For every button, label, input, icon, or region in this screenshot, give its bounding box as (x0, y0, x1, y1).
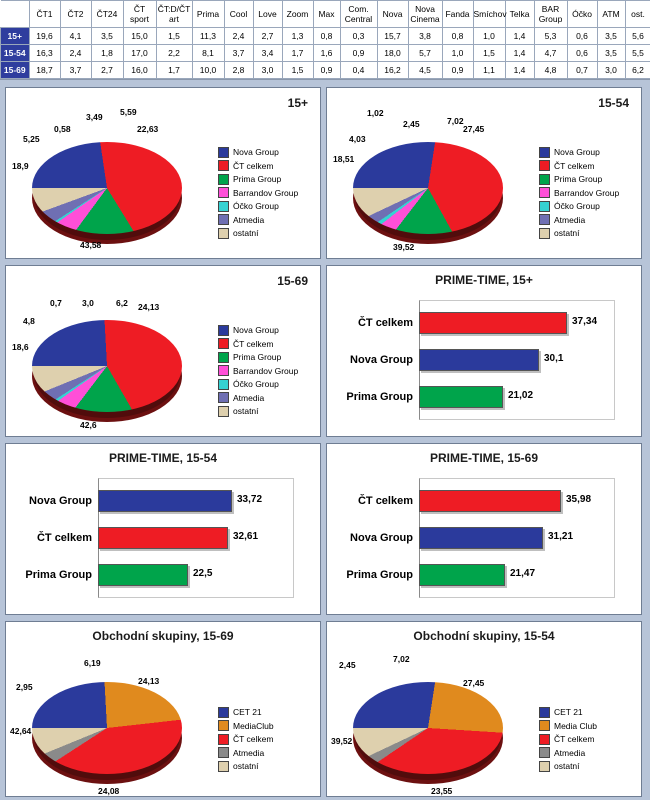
table-cell: 2,2 (156, 45, 192, 62)
table-cell: 3,8 (408, 28, 442, 45)
bar-row (6, 525, 322, 551)
bar-category-label: Prima Group (327, 569, 419, 581)
chart-title: PRIME-TIME, 15-69 (327, 451, 641, 465)
bar-nova-group (419, 527, 543, 549)
bar-row (327, 562, 643, 588)
bar-prima-group (419, 564, 505, 586)
table-cell: 3,5 (597, 28, 625, 45)
slice-label-atmedia: 3,0 (82, 298, 94, 308)
bar-plot-area (327, 470, 643, 615)
slice-label-ostatni: 7,02 (447, 116, 464, 126)
chart-title: 15+ (288, 96, 308, 110)
slice-label-barrandov: 4,03 (349, 134, 366, 144)
legend-item (218, 760, 274, 773)
chart-legend (539, 146, 619, 241)
legend-swatch-icon (218, 392, 229, 403)
table-cell: 1,1 (473, 62, 505, 79)
bar-value-label: 30,1 (544, 353, 563, 364)
table-cell: 4,7 (534, 45, 567, 62)
legend-label: ČT celkem (233, 733, 273, 746)
table-cell: 1,5 (473, 45, 505, 62)
legend-item (539, 747, 597, 760)
column-header: ČT1 (29, 1, 60, 28)
table-cell: 17,0 (123, 45, 156, 62)
slice-label-ocko: 1,02 (367, 108, 384, 118)
table-cell: 5,6 (625, 28, 650, 45)
legend-item (539, 227, 619, 240)
column-header: Cool (224, 1, 253, 28)
bar-ct-celkem (419, 312, 567, 334)
table-cell: 3,7 (60, 62, 91, 79)
table-cell: 16,3 (29, 45, 60, 62)
table-cell: 3,0 (597, 62, 625, 79)
legend-swatch-icon (218, 187, 229, 198)
bar-prima-group (419, 386, 503, 408)
legend-label: Barrandov Group (233, 365, 298, 378)
legend-item (218, 214, 298, 227)
table-cell: 3,5 (597, 45, 625, 62)
legend-swatch-icon (539, 214, 550, 225)
chart-panel-pie-obchodni-15-69 (5, 621, 321, 797)
column-header: Telka (505, 1, 534, 28)
table-cell: 3,7 (224, 45, 253, 62)
pie-plot-area (10, 106, 210, 256)
legend-swatch-icon (218, 201, 229, 212)
column-header: Max (313, 1, 340, 28)
table-cell: 10,0 (192, 62, 224, 79)
legend-swatch-icon (539, 174, 550, 185)
legend-item (539, 706, 597, 719)
table-cell: 6,2 (625, 62, 650, 79)
slice-label-mediaclub: 24,08 (98, 786, 119, 796)
table-cell: 16,0 (123, 62, 156, 79)
bar-value-label: 37,34 (572, 316, 597, 327)
legend-item (218, 173, 298, 186)
chart-panel-pie-15plus (5, 87, 321, 259)
pie-slices (32, 682, 182, 774)
table-cell: 2,4 (60, 45, 91, 62)
legend-swatch-icon (539, 228, 550, 239)
table-cell: 2,8 (224, 62, 253, 79)
legend-label: ostatní (233, 227, 259, 240)
chart-title: PRIME-TIME, 15+ (327, 273, 641, 287)
table-cell: 0,7 (567, 62, 597, 79)
bar-ct-celkem (98, 527, 228, 549)
table-cell: 0,9 (340, 45, 377, 62)
bar-nova-group (98, 490, 232, 512)
chart-legend (218, 324, 298, 419)
slice-label-atmedia: 2,95 (16, 682, 33, 692)
legend-item (218, 160, 298, 173)
slice-label-atmedia: 3,49 (86, 112, 103, 122)
column-header: Love (253, 1, 282, 28)
legend-label: Barrandov Group (554, 187, 619, 200)
table-cell: 1,0 (473, 28, 505, 45)
slice-label-ct: 42,64 (10, 726, 31, 736)
table-cell: 0,6 (567, 45, 597, 62)
legend-label: MediaClub (233, 720, 274, 733)
legend-label: ostatní (554, 227, 580, 240)
legend-label: Media Club (554, 720, 597, 733)
legend-swatch-icon (539, 720, 550, 731)
legend-swatch-icon (218, 720, 229, 731)
legend-swatch-icon (539, 147, 550, 158)
bar-track (419, 312, 619, 334)
pie-slices (32, 142, 182, 234)
legend-swatch-icon (539, 734, 550, 745)
bar-category-label: Nova Group (6, 495, 98, 507)
bar-track (419, 386, 619, 408)
legend-label: Atmedia (233, 214, 264, 227)
legend-item (218, 338, 298, 351)
legend-label: ostatní (554, 760, 580, 773)
bar-track (98, 564, 298, 586)
charts-grid (0, 80, 650, 800)
bar-category-label: ČT celkem (6, 532, 98, 544)
bar-row (327, 384, 643, 410)
legend-swatch-icon (218, 338, 229, 349)
table-cell: 1,4 (505, 28, 534, 45)
legend-swatch-icon (218, 160, 229, 171)
bar-nova-group (419, 349, 539, 371)
legend-item (218, 733, 274, 746)
slice-label-barrandov: 4,8 (23, 316, 35, 326)
slice-label-ocko: 0,7 (50, 298, 62, 308)
legend-item (539, 733, 597, 746)
legend-swatch-icon (218, 734, 229, 745)
chart-legend (539, 706, 597, 774)
bar-ct-celkem (419, 490, 561, 512)
table-cell: 0,3 (340, 28, 377, 45)
chart-panel-pie-15-69 (5, 265, 321, 437)
table-cell: 0,9 (442, 62, 473, 79)
ratings-table (0, 0, 650, 79)
legend-item (218, 324, 298, 337)
legend-item (539, 146, 619, 159)
legend-label: Atmedia (233, 392, 264, 405)
table-cell: 1,5 (282, 62, 313, 79)
legend-item (539, 187, 619, 200)
legend-label: ČT celkem (233, 160, 273, 173)
table-cell: 4,1 (60, 28, 91, 45)
bar-row (6, 488, 322, 514)
bar-category-label: ČT celkem (327, 317, 419, 329)
legend-item (539, 200, 619, 213)
table-cell: 8,1 (192, 45, 224, 62)
legend-swatch-icon (218, 147, 229, 158)
table-cell: 1,7 (156, 62, 192, 79)
bar-plot-area (327, 292, 643, 437)
pie-slices (353, 682, 503, 774)
bar-row (6, 562, 322, 588)
legend-item (218, 378, 298, 391)
legend-label: CET 21 (554, 706, 583, 719)
chart-panel-bar-primetime-15plus (326, 265, 642, 437)
legend-label: Nova Group (233, 324, 279, 337)
column-header: ATM (597, 1, 625, 28)
legend-swatch-icon (218, 174, 229, 185)
bar-value-label: 35,98 (566, 494, 591, 505)
legend-item (539, 214, 619, 227)
bar-track (419, 490, 619, 512)
bar-track (419, 564, 619, 586)
table-cell: 1,7 (282, 45, 313, 62)
ratings-table-wrapper (0, 0, 650, 80)
slice-label-ocko: 0,58 (54, 124, 71, 134)
slice-label-ct: 43,58 (80, 240, 101, 250)
legend-item (218, 706, 274, 719)
table-cell: 15,7 (377, 28, 408, 45)
bar-row (327, 525, 643, 551)
bar-plot-area (6, 470, 322, 615)
column-header: Nova Cinema (408, 1, 442, 28)
legend-label: Barrandov Group (233, 187, 298, 200)
slice-label-ostatni: 6,2 (116, 298, 128, 308)
legend-label: ČT celkem (554, 160, 594, 173)
column-header: Nova (377, 1, 408, 28)
slice-label-prima: 18,51 (333, 154, 354, 164)
table-cell: 18,0 (377, 45, 408, 62)
legend-swatch-icon (218, 325, 229, 336)
row-header: 15+ (1, 28, 30, 45)
table-cell: 1,3 (282, 28, 313, 45)
bar-value-label: 21,47 (510, 568, 535, 579)
column-header: Fanda (442, 1, 473, 28)
slice-label-prima: 18,6 (12, 342, 29, 352)
legend-label: Nova Group (554, 146, 600, 159)
bar-value-label: 21,02 (508, 390, 533, 401)
chart-title: PRIME-TIME, 15-54 (6, 451, 320, 465)
table-cell: 5,7 (408, 45, 442, 62)
table-cell: 1,8 (91, 45, 123, 62)
bar-value-label: 22,5 (193, 568, 212, 579)
table-cell: 0,4 (340, 62, 377, 79)
table-cell: 5,3 (534, 28, 567, 45)
legend-swatch-icon (539, 761, 550, 772)
bar-row (327, 488, 643, 514)
bar-category-label: Nova Group (327, 354, 419, 366)
legend-item (539, 160, 619, 173)
legend-label: Atmedia (233, 747, 264, 760)
chart-title: Obchodní skupiny, 15-69 (6, 629, 320, 643)
table-cell: 3,0 (253, 62, 282, 79)
legend-swatch-icon (218, 379, 229, 390)
legend-item (218, 187, 298, 200)
legend-item (218, 392, 298, 405)
bar-track (419, 527, 619, 549)
table-cell: 2,7 (91, 62, 123, 79)
table-body (1, 28, 650, 79)
column-header: Prima (192, 1, 224, 28)
table-cell: 0,9 (313, 62, 340, 79)
chart-panel-pie-15-54 (326, 87, 642, 259)
table-cell: 1,6 (313, 45, 340, 62)
slice-label-ostatni: 7,02 (393, 654, 410, 664)
slice-label-nova: 27,45 (463, 124, 484, 134)
column-header: Óčko (567, 1, 597, 28)
bar-value-label: 33,72 (237, 494, 262, 505)
bar-value-label: 31,21 (548, 531, 573, 542)
legend-swatch-icon (539, 747, 550, 758)
chart-title: 15-54 (598, 96, 629, 110)
chart-legend (218, 146, 298, 241)
table-cell: 11,3 (192, 28, 224, 45)
table-row (1, 28, 650, 45)
slice-label-barrandov: 5,25 (23, 134, 40, 144)
chart-title: Obchodní skupiny, 15-54 (327, 629, 641, 643)
bar-row (327, 347, 643, 373)
table-cell: 0,6 (567, 28, 597, 45)
legend-swatch-icon (539, 201, 550, 212)
legend-item (218, 227, 298, 240)
column-header: ČT sport (123, 1, 156, 28)
slice-label-ct: 39,52 (331, 736, 352, 746)
chart-legend (218, 706, 274, 774)
pie-plot-area (331, 646, 531, 796)
table-row (1, 62, 650, 79)
legend-item (218, 146, 298, 159)
table-row (1, 45, 650, 62)
table-cell: 18,7 (29, 62, 60, 79)
legend-label: ostatní (233, 760, 259, 773)
bar-row (327, 310, 643, 336)
pie-slices (32, 320, 182, 412)
legend-label: Prima Group (233, 173, 281, 186)
table-cell: 19,6 (29, 28, 60, 45)
legend-label: Óčko Group (233, 200, 279, 213)
legend-item (539, 760, 597, 773)
bar-category-label: Nova Group (327, 532, 419, 544)
chart-panel-pie-obchodni-15-54 (326, 621, 642, 797)
table-cell: 15,0 (123, 28, 156, 45)
slice-label-mediaclub: 23,55 (431, 786, 452, 796)
legend-label: CET 21 (233, 706, 262, 719)
legend-item (539, 720, 597, 733)
bar-category-label: Prima Group (327, 391, 419, 403)
table-cell: 1,4 (505, 62, 534, 79)
slice-label-atmedia: 2,45 (339, 660, 356, 670)
legend-label: Prima Group (233, 351, 281, 364)
table-header-row (1, 1, 650, 28)
legend-swatch-icon (218, 214, 229, 225)
column-header: ČT24 (91, 1, 123, 28)
legend-item (539, 173, 619, 186)
table-cell: 1,0 (442, 45, 473, 62)
legend-swatch-icon (218, 228, 229, 239)
table-cell: 4,8 (534, 62, 567, 79)
legend-label: ČT celkem (554, 733, 594, 746)
legend-swatch-icon (218, 707, 229, 718)
pie-plot-area (10, 284, 210, 434)
legend-item (218, 365, 298, 378)
legend-swatch-icon (539, 187, 550, 198)
table-cell: 3,4 (253, 45, 282, 62)
legend-label: Óčko Group (554, 200, 600, 213)
table-cell: 2,7 (253, 28, 282, 45)
legend-swatch-icon (218, 352, 229, 363)
slice-label-nova: 24,13 (138, 302, 159, 312)
slice-label-cet21: 27,45 (463, 678, 484, 688)
legend-swatch-icon (218, 761, 229, 772)
bar-category-label: ČT celkem (327, 495, 419, 507)
bar-prima-group (98, 564, 188, 586)
column-header: Zoom (282, 1, 313, 28)
slice-label-atmedia: 2,45 (403, 119, 420, 129)
table-corner-cell (1, 1, 30, 28)
bar-track (98, 490, 298, 512)
legend-swatch-icon (218, 747, 229, 758)
legend-item (218, 747, 274, 760)
slice-label-ostatni: 5,59 (120, 107, 137, 117)
pie-slices (353, 142, 503, 234)
table-cell: 1,5 (156, 28, 192, 45)
legend-swatch-icon (218, 406, 229, 417)
bar-category-label: Prima Group (6, 569, 98, 581)
bar-track (419, 349, 619, 371)
legend-label: ostatní (233, 405, 259, 418)
column-header: Smíchov (473, 1, 505, 28)
legend-label: Óčko Group (233, 378, 279, 391)
chart-panel-bar-primetime-15-69 (326, 443, 642, 615)
legend-swatch-icon (539, 707, 550, 718)
table-header (1, 1, 650, 28)
slice-label-ct: 42,6 (80, 420, 97, 430)
slice-label-prima: 18,9 (12, 161, 29, 171)
legend-item (218, 351, 298, 364)
legend-item (218, 200, 298, 213)
pie-plot-area (10, 646, 210, 796)
column-header: ČT:D/ČT art (156, 1, 192, 28)
table-cell: 4,5 (408, 62, 442, 79)
table-cell: 5,5 (625, 45, 650, 62)
legend-label: Prima Group (554, 173, 602, 186)
legend-swatch-icon (218, 365, 229, 376)
table-cell: 3,5 (91, 28, 123, 45)
column-header: Com. Central (340, 1, 377, 28)
slice-label-ostatni: 6,19 (84, 658, 101, 668)
table-cell: 0,8 (442, 28, 473, 45)
legend-item (218, 405, 298, 418)
table-cell: 16,2 (377, 62, 408, 79)
table-cell: 1,4 (505, 45, 534, 62)
row-header: 15-54 (1, 45, 30, 62)
legend-label: Atmedia (554, 747, 585, 760)
legend-label: Nova Group (233, 146, 279, 159)
slice-label-cet21: 24,13 (138, 676, 159, 686)
chart-panel-bar-primetime-15-54 (5, 443, 321, 615)
row-header: 15-69 (1, 62, 30, 79)
bar-value-label: 32,61 (233, 531, 258, 542)
legend-item (218, 720, 274, 733)
column-header: BAR Group (534, 1, 567, 28)
table-cell: 2,4 (224, 28, 253, 45)
legend-swatch-icon (539, 160, 550, 171)
table-cell: 0,8 (313, 28, 340, 45)
legend-label: Atmedia (554, 214, 585, 227)
column-header: ost. (625, 1, 650, 28)
legend-label: ČT celkem (233, 338, 273, 351)
column-header: ČT2 (60, 1, 91, 28)
chart-title: 15-69 (277, 274, 308, 288)
slice-label-ct: 39,52 (393, 242, 414, 252)
pie-plot-area (331, 106, 531, 256)
slice-label-nova: 22,63 (137, 124, 158, 134)
bar-track (98, 527, 298, 549)
